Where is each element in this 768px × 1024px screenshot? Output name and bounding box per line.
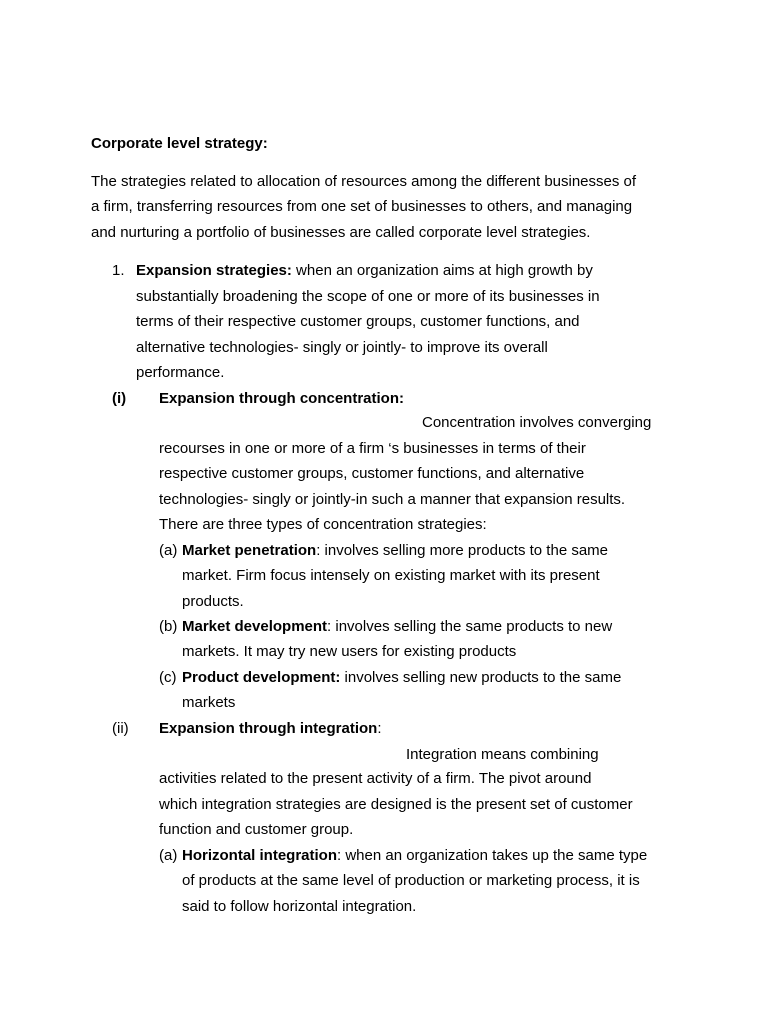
paragraph-line: function and customer group. — [159, 821, 354, 838]
list-item-first-line: Market penetration: involves selling more products to the same — [182, 542, 609, 559]
list-marker: (b) — [159, 618, 178, 635]
page-title: Corporate level strategy: — [91, 135, 268, 152]
list-item-line: said to follow horizontal integration. — [182, 898, 417, 915]
intro-line: a firm, transferring resources from one set of businesses to others, and managing — [91, 198, 633, 215]
paragraph-line: recourses in one or more of a firm ‘s businesses in terms of their — [159, 440, 586, 457]
paragraph-line: which integration strategies are designed is the present set of customer — [159, 796, 633, 813]
intro-line: The strategies related to allocation of resources among the different businesses of — [91, 173, 637, 190]
list-item-line: markets — [182, 694, 236, 711]
intro-line: and nurturing a portfolio of businesses are called corporate level strategies. — [91, 224, 591, 241]
list-marker: (a) — [159, 542, 178, 559]
paragraph-line: Concentration involves converging — [422, 414, 652, 431]
section-heading: Expansion through concentration: — [159, 390, 405, 407]
roman-numeral: (i) — [112, 390, 127, 407]
list-item-first-line: Horizontal integration: when an organization takes up the same type — [182, 847, 648, 864]
list-item-line: performance. — [136, 364, 225, 381]
list-marker: (c) — [159, 669, 177, 686]
list-number: 1. — [112, 262, 125, 279]
list-item-line: market. Firm focus intensely on existing market with its present — [182, 567, 600, 584]
paragraph-line: respective customer groups, customer functions, and alternative — [159, 465, 585, 482]
list-item-line: products. — [182, 593, 244, 610]
list-item-first-line: Product development: involves selling new products to the same — [182, 669, 622, 686]
list-item-line: of products at the same level of production or marketing process, it is — [182, 872, 640, 889]
roman-numeral: (ii) — [112, 720, 129, 737]
list-item-line: substantially broadening the scope of one or more of its businesses in — [136, 288, 600, 305]
paragraph-line: technologies- singly or jointly-in such a manner that expansion results. — [159, 491, 626, 508]
list-marker: (a) — [159, 847, 178, 864]
section-heading: Expansion through integration: — [159, 720, 382, 737]
paragraph-line: There are three types of concentration strategies: — [159, 516, 487, 533]
paragraph-line: activities related to the present activity of a firm. The pivot around — [159, 770, 592, 787]
list-item-line: markets. It may try new users for existing products — [182, 643, 517, 660]
list-item-first-line: Expansion strategies: when an organization aims at high growth by — [136, 262, 593, 279]
paragraph-line: Integration means combining — [406, 746, 599, 763]
list-item-first-line: Market development: involves selling the same products to new — [182, 618, 613, 635]
list-item-line: alternative technologies- singly or jointly- to improve its overall — [136, 339, 548, 356]
list-item-line: terms of their respective customer groups, customer functions, and — [136, 313, 580, 330]
